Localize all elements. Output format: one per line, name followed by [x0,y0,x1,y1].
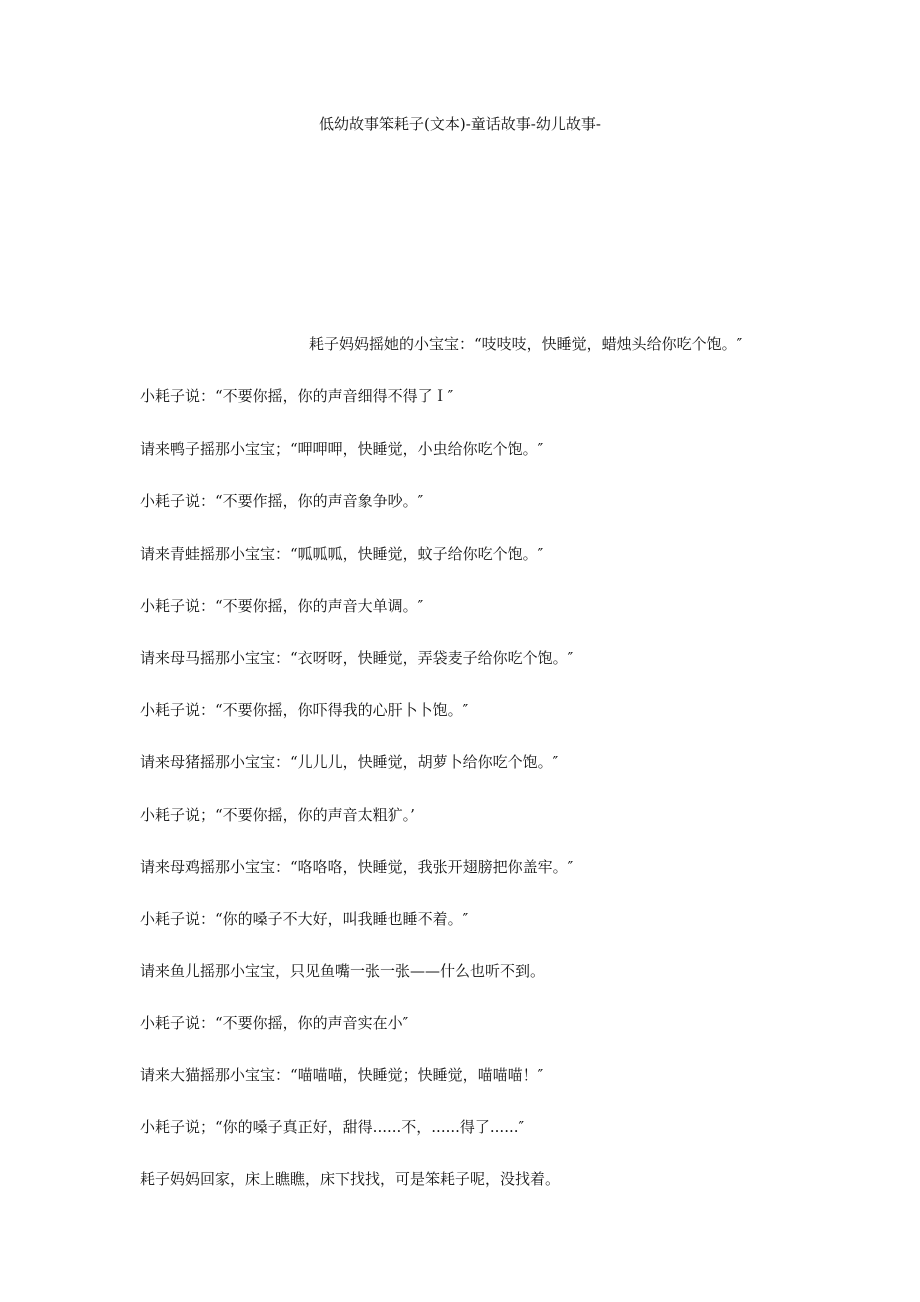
paragraph-8: 小耗子说：“不要你摇，你吓得我的心肝卜卜饱。″ [140,701,469,719]
document-title: 低幼故事笨耗子(文本)-童话故事-幼儿故事- [319,115,601,133]
paragraph-17: 耗子妈妈回家，床上瞧瞧，床下找找，可是笨耗子呢，没找着。 [140,1170,561,1188]
paragraph-11: 请来母鸡摇那小宝宝：“咯咯咯，快睡觉，我张开翅膀把你盖牢。″ [140,858,574,876]
paragraph-9: 请来母猪摇那小宝宝：“儿儿儿，快睡觉，胡萝卜给你吃个饱。″ [140,753,559,771]
paragraph-14: 小耗子说：“不要你摇，你的声音实在小″ [140,1014,409,1032]
paragraph-7: 请来母马摇那小宝宝：“衣呀呀，快睡觉，弄袋麦子给你吃个饱。″ [140,649,574,667]
paragraph-13: 请来鱼儿摇那小宝宝，只见鱼嘴一张一张——什么也听不到。 [140,962,546,980]
paragraph-5: 请来青蛙摇那小宝宝：“呱呱呱，快睡觉，蚊子给你吃个饱。″ [140,545,544,563]
paragraph-6: 小耗子说：“不要你摇，你的声音大单调。″ [140,597,424,615]
paragraph-12: 小耗子说：“你的嗓子不大好，叫我睡也睡不着。″ [140,910,469,928]
paragraph-16: 小耗子说；“你的嗓子真正好，甜得......不，......得了......″ [140,1118,525,1136]
paragraph-10: 小耗子说；“不要你摇，你的声音太粗犷。’ [140,806,415,824]
paragraph-2: 小耗子说：“不要你摇，你的声音细得不得了Ｉ″ [140,387,454,405]
paragraph-15: 请来大猫摇那小宝宝：“喵喵喵，快睡觉；快睡觉，喵喵喵！″ [140,1066,544,1084]
paragraph-1: 耗子妈妈摇她的小宝宝：“吱吱吱，快睡觉，蜡烛头给你吃个饱。″ [309,335,743,353]
paragraph-3: 请来鸭子摇那小宝宝；“呷呷呷，快睡觉，小虫给你吃个饱。″ [140,440,544,458]
paragraph-4: 小耗子说：“不要作摇，你的声音象争吵。″ [140,492,424,510]
